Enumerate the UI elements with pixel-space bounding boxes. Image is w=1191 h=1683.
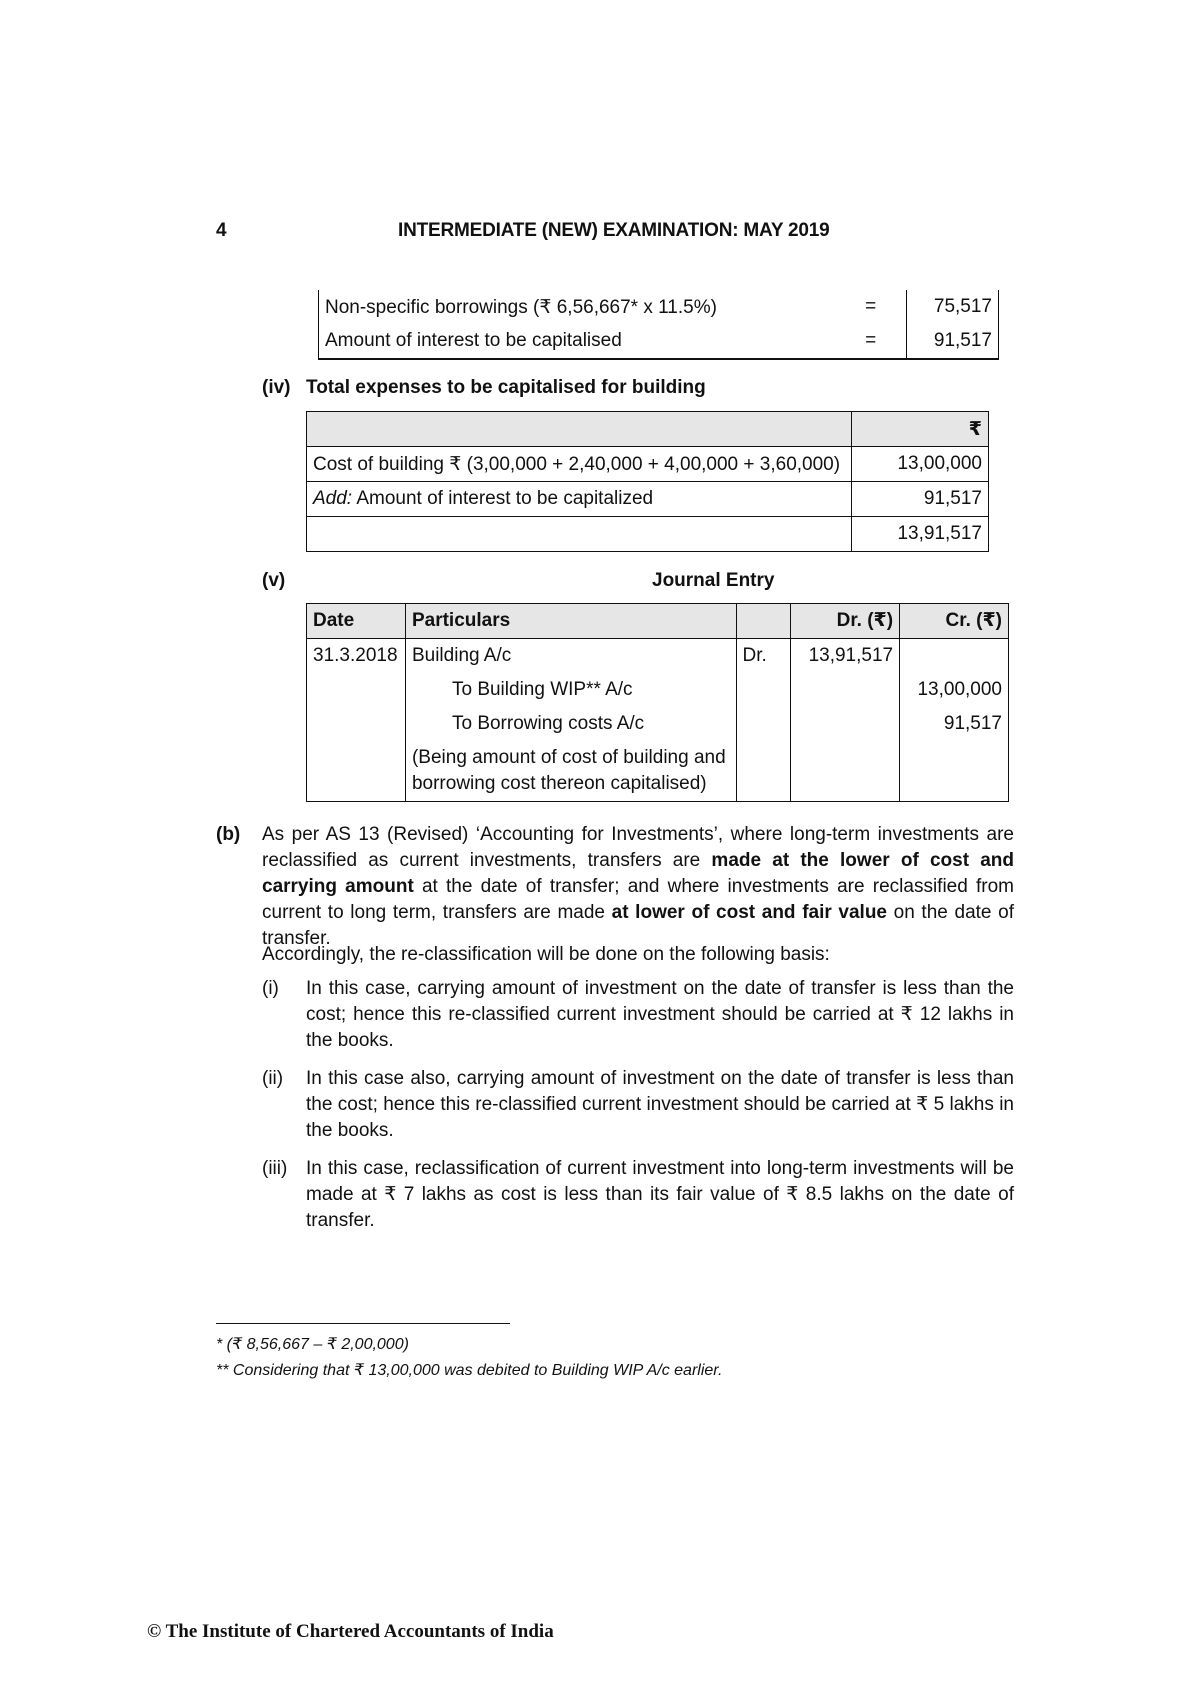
table-cell: 91,517 bbox=[852, 482, 989, 517]
table-row bbox=[319, 324, 999, 359]
table-cell: (Being amount of cost of building and borrowing cost thereon capitalised) bbox=[405, 741, 736, 802]
building-cost-table bbox=[306, 411, 989, 552]
section-iv-label: (iv) bbox=[262, 377, 291, 398]
add-prefix: Add: bbox=[313, 488, 353, 509]
footnote: ** Considering that ₹ 13,00,000 was debited to Building WIP A/c earlier. bbox=[216, 1362, 723, 1379]
table-cell bbox=[791, 741, 900, 802]
table-cell bbox=[900, 741, 1009, 802]
table-cell bbox=[307, 412, 852, 447]
table-cell: Amount of interest to be capitalised bbox=[319, 324, 836, 359]
table-cell: Building A/c bbox=[405, 639, 736, 674]
table-header-row bbox=[307, 604, 1009, 639]
list-item: In this case, reclassification of current investment into long-term investments will be made at ₹ 7 lakhs as cost is less than its fair value of ₹ 8.5 lakhs on the date of transfer. bbox=[306, 1158, 1014, 1231]
table-cell bbox=[791, 673, 900, 707]
table-cell: 91,517 bbox=[900, 707, 1009, 741]
table-cell: To Borrowing costs A/c bbox=[405, 707, 736, 741]
table-cell: = bbox=[865, 296, 877, 317]
item-number: (ii) bbox=[262, 1068, 284, 1089]
part-b-intro bbox=[262, 822, 1014, 952]
table-cell bbox=[307, 707, 406, 741]
table-row bbox=[319, 290, 999, 324]
page-footer: © The Institute of Chartered Accountants of India bbox=[147, 1621, 554, 1642]
table-row bbox=[307, 482, 989, 517]
table-cell: 13,91,517 bbox=[852, 517, 989, 552]
section-v-label: (v) bbox=[262, 570, 286, 591]
column-header bbox=[736, 604, 791, 639]
section-iv-heading: Total expenses to be capitalised for building bbox=[306, 377, 706, 398]
table-cell: 13,00,000 bbox=[900, 673, 1009, 707]
intro-bold: made at the lower of cost and carrying amount bbox=[262, 850, 1015, 897]
list-item: In this case, carrying amount of investment on the date of transfer is less than the cost; hence this re-classified current investment should be carried at ₹ 12 lakhs in the books. bbox=[306, 978, 1014, 1051]
intro-text: on the date of transfer. bbox=[262, 902, 1014, 949]
table-cell: Cost of building ₹ (3,00,000 + 2,40,000 + 4,00,000 + 3,60,000) bbox=[307, 447, 852, 482]
table-cell: 13,91,517 bbox=[791, 639, 900, 674]
footnote: * (₹ 8,56,667 – ₹ 2,00,000) bbox=[216, 1336, 409, 1353]
table-row bbox=[307, 412, 989, 447]
item-number: (i) bbox=[262, 978, 279, 999]
table-row bbox=[307, 673, 1009, 707]
table-cell bbox=[307, 482, 852, 517]
table-row bbox=[307, 447, 989, 482]
column-header: Dr. (₹) bbox=[791, 604, 900, 639]
table-cell: Non-specific borrowings (₹ 6,56,667* x 11.5%) bbox=[319, 290, 836, 324]
journal-entry-table bbox=[306, 603, 1009, 802]
column-header: Cr. (₹) bbox=[900, 604, 1009, 639]
table-cell bbox=[791, 707, 900, 741]
table-row bbox=[307, 517, 989, 552]
accordingly-text: Accordingly, the re-classification will be done on the following basis: bbox=[262, 944, 830, 965]
table-cell bbox=[736, 741, 791, 802]
list-item: In this case also, carrying amount of investment on the date of transfer is less than the cost; hence this re-classified current investment should be carried at ₹ 5 lakhs in the books. bbox=[306, 1068, 1014, 1141]
table-row bbox=[307, 741, 1009, 802]
table-cell: Dr. bbox=[736, 639, 791, 674]
footnote-rule bbox=[216, 1323, 510, 1324]
table-cell bbox=[307, 517, 852, 552]
column-header: Particulars bbox=[405, 604, 736, 639]
page-header-title: INTERMEDIATE (NEW) EXAMINATION: MAY 2019 bbox=[398, 220, 830, 241]
intro-bold: at lower of cost and fair value bbox=[611, 902, 887, 923]
table-cell bbox=[307, 673, 406, 707]
part-b-label: (b) bbox=[216, 824, 241, 845]
section-v-heading: Journal Entry bbox=[652, 570, 775, 591]
table-row bbox=[307, 639, 1009, 674]
table-cell: 31.3.2018 bbox=[307, 639, 406, 674]
currency-header: ₹ bbox=[852, 412, 989, 447]
page-number: 4 bbox=[216, 220, 227, 241]
intro-text: As per AS 13 (Revised) ‘Accounting for Investments’, where long-term investments are reclassified as current investments, transfers are bbox=[262, 824, 1014, 871]
table-cell bbox=[900, 639, 1009, 674]
table-cell: To Building WIP** A/c bbox=[405, 673, 736, 707]
table-cell: 91,517 bbox=[906, 324, 998, 359]
table-cell: 75,517 bbox=[906, 290, 998, 324]
intro-text: at the date of transfer; and where investments are reclassified from current to long term, transfers are made bbox=[262, 876, 1014, 923]
table-cell bbox=[736, 673, 791, 707]
column-header: Date bbox=[307, 604, 406, 639]
table-cell bbox=[307, 741, 406, 802]
table-cell: 13,00,000 bbox=[852, 447, 989, 482]
table-row bbox=[307, 707, 1009, 741]
row-label: Amount of interest to be capitalized bbox=[352, 488, 654, 509]
table-cell bbox=[736, 707, 791, 741]
item-number: (iii) bbox=[262, 1158, 288, 1179]
interest-table bbox=[318, 290, 999, 360]
table-cell: = bbox=[836, 324, 907, 359]
